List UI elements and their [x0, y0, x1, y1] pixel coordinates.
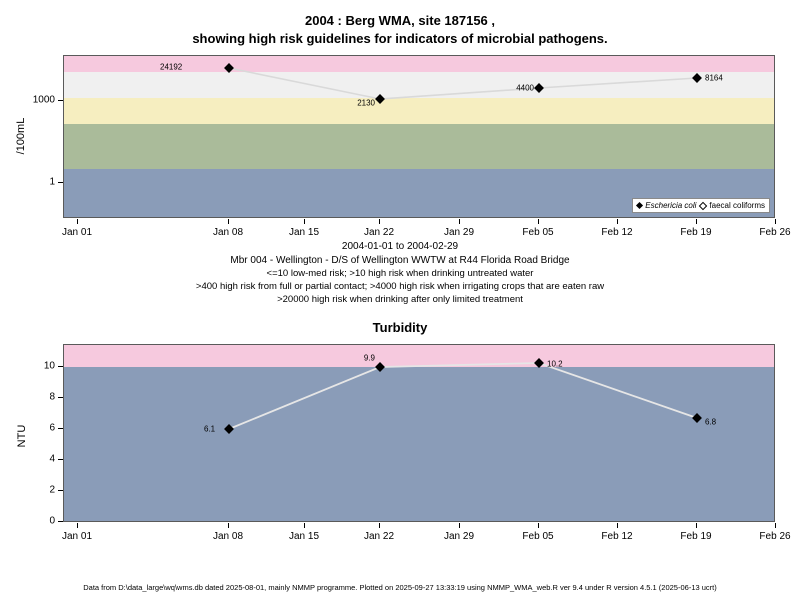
y-tick-label: 1000 [32, 94, 55, 106]
x-tick-label: Jan 29 [443, 531, 475, 542]
x-tick-label: Jan 01 [61, 531, 93, 542]
x-tick-label: Jan 22 [363, 227, 395, 238]
x-tick-mark [77, 523, 78, 528]
x-tick-mark [304, 523, 305, 528]
x-tick-mark [228, 219, 229, 224]
x-tick-mark [77, 219, 78, 224]
legend-label: Eschericia coli [645, 201, 697, 210]
y-tick-mark [58, 459, 63, 460]
turbidity-chart-panel [63, 344, 775, 522]
data-point-label: 24192 [160, 62, 183, 72]
turbidity-data-layer [64, 345, 774, 521]
y-tick-label: 6 [49, 422, 55, 434]
footer-note: Data from D:\data_large\wq\wms.db dated 2025-08-01, mainly NMMP programme. Plotted on 2025-09-27 13:33:19 using NMMP_WMA_web.R ver 9.4 under R version 4.5.1 (2025-06-13 ucrt) [83, 583, 717, 592]
x-tick-label: Jan 22 [363, 531, 395, 542]
x-tick-mark [459, 523, 460, 528]
x-tick-mark [696, 219, 697, 224]
data-point-label: 4400 [516, 83, 534, 93]
x-tick-mark [538, 219, 539, 224]
x-tick-label: Feb 26 [759, 227, 791, 238]
microbial-x-axis-title [0, 240, 800, 253]
y-tick-mark [58, 521, 63, 522]
x-tick-mark [228, 523, 229, 528]
data-point-label: 6.8 [705, 417, 717, 427]
x-tick-label: Feb 26 [759, 531, 791, 542]
x-tick-mark [538, 523, 539, 528]
caption-line-1: Mbr 004 - Wellington - D/S of Wellington WWTW at R44 Florida Road Bridge [230, 255, 570, 266]
x-tick-mark [617, 219, 618, 224]
x-tick-label: Feb 12 [601, 531, 633, 542]
data-point-label: 10.2 [547, 359, 563, 369]
x-tick-mark [696, 523, 697, 528]
x-tick-label: Feb 19 [680, 531, 712, 542]
legend-item-ecoli [637, 201, 696, 210]
x-tick-mark [379, 523, 380, 528]
x-tick-label: Jan 08 [212, 227, 244, 238]
page-title-line1: 2004 : Berg WMA, site 187156 , [304, 13, 496, 28]
y-tick-mark [58, 397, 63, 398]
y-tick-mark [58, 490, 63, 491]
x-tick-mark [617, 523, 618, 528]
x-tick-label: Jan 15 [288, 531, 320, 542]
legend-item-faecal-coliforms [700, 201, 765, 210]
data-point-label: 2130 [357, 98, 375, 108]
x-tick-label: Feb 05 [522, 227, 554, 238]
y-tick-label: 0 [49, 515, 55, 527]
x-tick-label: Feb 05 [522, 531, 554, 542]
y-tick-label: 2 [49, 484, 55, 496]
x-tick-mark [304, 219, 305, 224]
legend-label: faecal coliforms [709, 201, 765, 210]
microbial-x-axis [61, 219, 791, 241]
x-axis-range-label: 2004-01-01 to 2004-02-29 [341, 241, 459, 252]
data-point-label: 6.1 [204, 424, 216, 434]
caption-line-4: >20000 high risk when drinking after only limited treatment [277, 294, 523, 305]
microbial-data-layer [64, 56, 774, 217]
y-tick-label: 1 [49, 176, 55, 188]
x-tick-label: Jan 08 [212, 531, 244, 542]
x-tick-mark [775, 219, 776, 224]
y-tick-label: 8 [49, 391, 55, 403]
caption-line-2: <=10 low-med risk; >10 high risk when drinking untreated water [266, 268, 534, 279]
chart-legend [632, 198, 770, 213]
x-tick-label: Feb 12 [601, 227, 633, 238]
page-title [0, 12, 800, 48]
x-tick-mark [379, 219, 380, 224]
microbial-series-line [64, 56, 775, 218]
y-tick-mark [58, 100, 63, 101]
microbial-y-axis-label: /100mL [15, 117, 27, 155]
turbidity-y-axis [0, 344, 63, 527]
y-tick-mark [58, 366, 63, 367]
y-tick-mark [58, 182, 63, 183]
turbidity-series-line [64, 345, 775, 522]
turbidity-x-axis [61, 523, 791, 545]
x-tick-mark [775, 523, 776, 528]
turbidity-y-axis-label: NTU [16, 424, 28, 448]
filled-diamond-icon [636, 202, 643, 209]
y-tick-label: 4 [49, 453, 55, 465]
open-diamond-icon [699, 201, 707, 209]
microbial-chart-panel [63, 55, 775, 218]
y-tick-label: 10 [43, 360, 55, 372]
data-point-label: 9.9 [363, 353, 375, 363]
microbial-y-axis [0, 55, 63, 218]
caption-line-3: >400 high risk from full or partial contact; >4000 high risk when irrigating crops that are eaten raw [195, 281, 605, 292]
x-tick-label: Feb 19 [680, 227, 712, 238]
x-tick-mark [459, 219, 460, 224]
data-point-label: 8164 [705, 73, 723, 83]
turbidity-title: Turbidity [372, 320, 428, 335]
x-tick-label: Jan 01 [61, 227, 93, 238]
microbial-caption [0, 254, 800, 306]
page-title-line2: showing high risk guidelines for indicators of microbial pathogens. [192, 31, 608, 46]
y-tick-mark [58, 428, 63, 429]
x-tick-label: Jan 29 [443, 227, 475, 238]
x-tick-label: Jan 15 [288, 227, 320, 238]
